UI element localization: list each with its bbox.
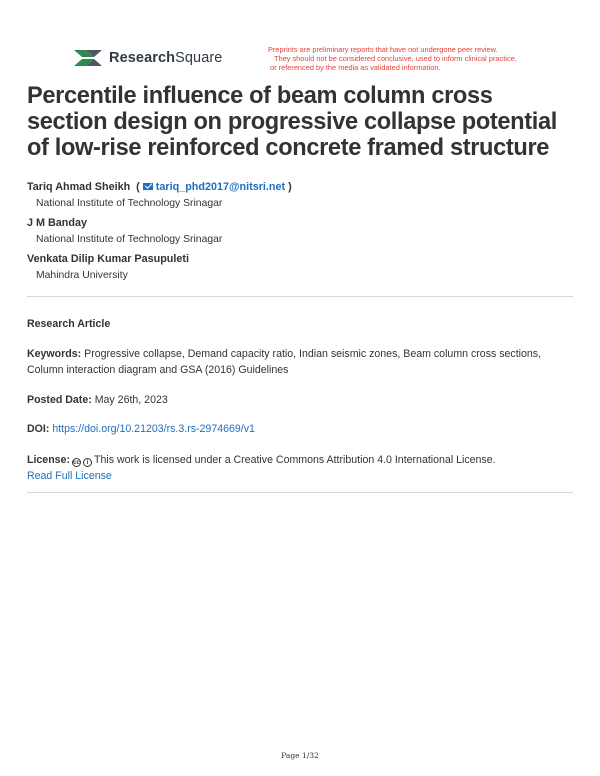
article-type xyxy=(27,316,567,332)
author-1-affiliation: National Institute of Technology Srinagar xyxy=(36,198,223,209)
page-number: Page 1/32 xyxy=(281,751,319,760)
doi-label: DOI: xyxy=(27,423,50,435)
preprint-notice-line2: They should not be considered conclusive, used to inform clinical practice, xyxy=(274,54,517,63)
doi xyxy=(27,421,567,437)
email-icon xyxy=(143,183,153,190)
author-3-name: Venkata Dilip Kumar Pasupuleti xyxy=(27,253,190,265)
posted-date xyxy=(27,392,567,408)
license-icons xyxy=(72,458,92,467)
research-square-logo[interactable] xyxy=(74,48,222,68)
divider-bottom xyxy=(27,492,573,493)
brand-name-part1: Research xyxy=(109,50,176,66)
keywords xyxy=(27,346,567,378)
article-type-label: Research Article xyxy=(27,318,111,330)
license-label: License: xyxy=(27,454,70,466)
brand-name-part2: Square xyxy=(175,50,223,66)
author-name xyxy=(27,181,292,193)
keywords-label: Keywords: xyxy=(27,348,82,360)
author-3-affiliation: Mahindra University xyxy=(36,270,128,281)
brand-name xyxy=(109,50,222,66)
by-icon: i xyxy=(83,458,92,467)
author-2-affiliation: National Institute of Technology Srinagar xyxy=(36,234,223,245)
read-full-license-link[interactable]: Read Full License xyxy=(27,470,112,482)
author-1-name: Tariq Ahmad Sheikh xyxy=(27,181,131,193)
author-1-email-link[interactable]: tariq_phd2017@nitsri.net xyxy=(155,181,286,193)
keywords-value: Progressive collapse, Demand capacity ratio, Indian seismic zones, Beam column cross sections, Column interaction diagram and GSA (2016) Guidelines xyxy=(27,348,542,376)
paper-title: Percentile influence of beam column cross section design on progressive collapse potential of low-rise reinforced concrete framed structure xyxy=(27,83,557,161)
posted-date-value: May 26th, 2023 xyxy=(94,394,168,406)
posted-date-label: Posted Date: xyxy=(27,394,92,406)
preprint-notice-line1: Preprints are preliminary reports that have not undergone peer review. xyxy=(268,45,498,54)
author-1-email-wrapper: ( tariq_phd2017@nitsri.net ) xyxy=(133,181,292,193)
cc-icon: cc xyxy=(73,460,80,466)
preprint-notice-line3: or referenced by the media as validated information. xyxy=(270,63,441,72)
doi-link[interactable]: https://doi.org/10.21203/rs.3.rs-2974669/v1 xyxy=(52,423,255,435)
author-2-name: J M Banday xyxy=(27,217,87,229)
license xyxy=(27,452,567,484)
license-text: This work is licensed under a Creative Commons Attribution 4.0 International License. xyxy=(93,454,496,466)
divider-top xyxy=(27,296,573,297)
preprint-notice xyxy=(268,45,568,72)
research-square-logo-icon xyxy=(74,48,102,68)
